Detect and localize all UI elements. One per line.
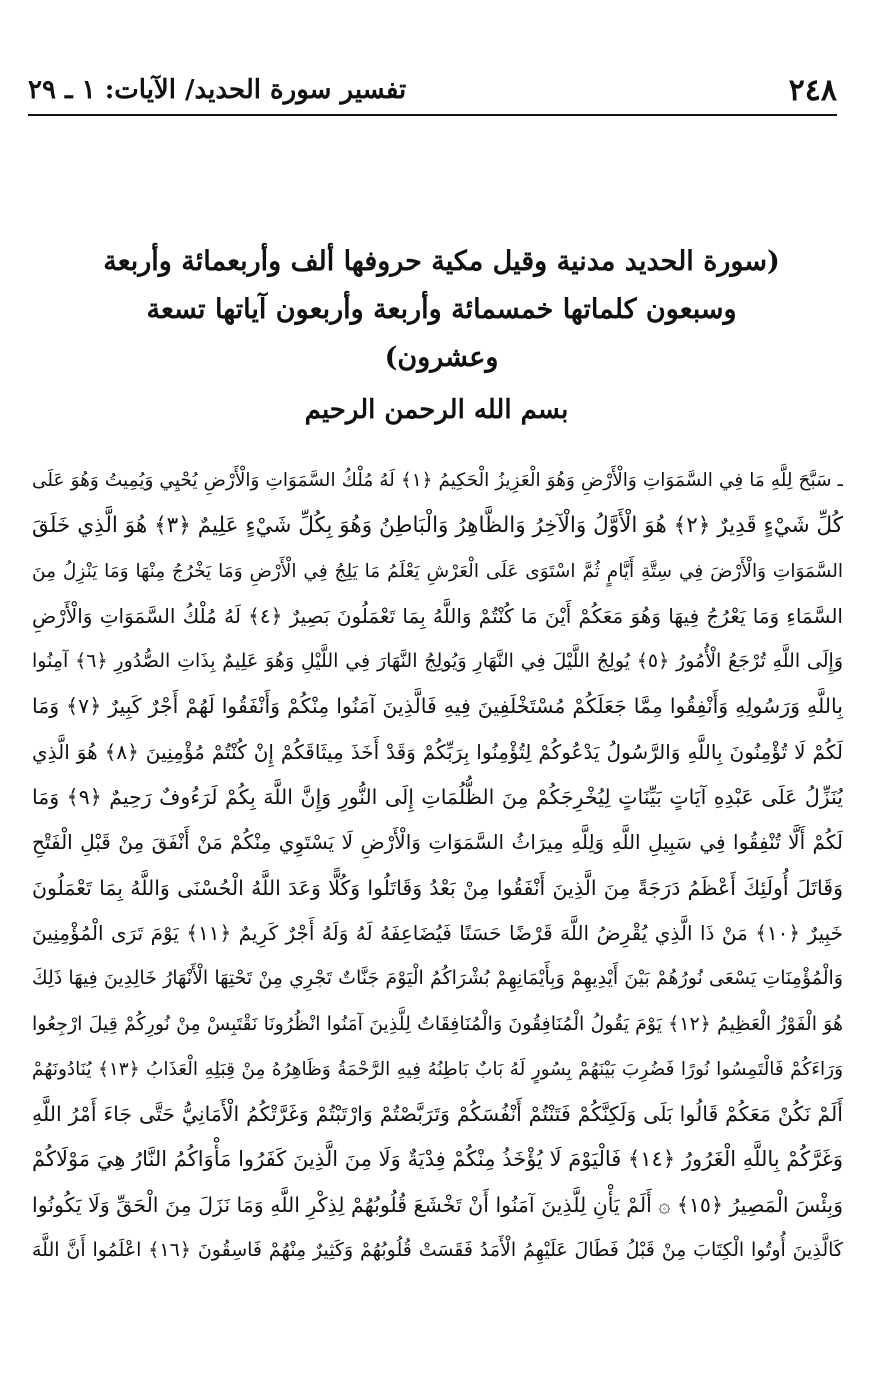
running-header <box>28 66 837 116</box>
basmala: بسم الله الرحمن الرحيم <box>304 395 569 425</box>
quran-verses <box>32 458 843 1273</box>
intro-line-2: وسبعون كلماتها خمسمائة وأربعة وأربعون آياتها تسعة وعشرون) <box>146 294 737 373</box>
verse-line-12: وَالْمُؤْمِنَاتِ يَسْعَى نُورُهُمْ بَيْنَ أَيْدِيهِمْ وَبِأَيْمَانِهِمْ بُشْرَاكُمُ الْيَوْمَ جَنَّاتٌ تَجْرِي مِنْ تَحْتِهَا الْأَنْهَارُ خَالِدِينَ فِيهَا ذَلِكَ <box>32 967 843 990</box>
verse-line-7: لَكُمْ لَا تُؤْمِنُونَ بِاللَّهِ وَالرَّسُولُ يَدْعُوكُمْ لِتُؤْمِنُوا بِرَبِّكُمْ وَقَدْ أَخَذَ مِيثَاقَكُمْ إِنْ كُنْتُمْ مُؤْمِنِينَ ﴿٨﴾ هُوَ الَّذِي <box>32 739 843 764</box>
page-number: ٢٤٨ <box>788 72 837 108</box>
verse-line-13: هُوَ الْفَوْزُ الْعَظِيمُ ﴿١٢﴾ يَوْمَ يَقُولُ الْمُنَافِقُونَ وَالْمُنَافِقَاتُ لِلَّذِينَ آمَنُوا انْظُرُونَا نَقْتَبِسْ مِنْ نُورِكُمْ قِيلَ ارْجِعُوا <box>32 1012 843 1035</box>
verse-line-10: وَقَاتَلَ أُولَئِكَ أَعْظَمُ دَرَجَةً مِنَ الَّذِينَ أَنْفَقُوا مِنْ بَعْدُ وَقَاتَلُوا وَكُلًّا وَعَدَ اللَّهُ الْحُسْنَى وَاللَّهُ بِمَا تَعْمَلُونَ <box>32 875 843 900</box>
intro-line-1: (سورة الحديد مدنية وقيل مكية حروفها ألف وأربعمائة وأربعة <box>103 246 780 277</box>
verse-line-14: وَرَاءَكُمْ فَالْتَمِسُوا نُورًا فَضُرِبَ بَيْنَهُمْ بِسُورٍ لَهُ بَابٌ بَاطِنُهُ فِيهِ الرَّحْمَةُ وَظَاهِرُهُ مِنْ قِبَلِهِ الْعَذَابُ ﴿١٣﴾ يُنَادُونَهُمْ <box>32 1058 843 1080</box>
verse-line-15: أَلَمْ نَكُنْ مَعَكُمْ قَالُوا بَلَى وَلَكِنَّكُمْ فَتَنْتُمْ أَنْفُسَكُمْ وَتَرَبَّصْتُمْ وَارْتَبْتُمْ وَغَرَّتْكُمُ الْأَمَانِيُّ حَتَّى جَاءَ أَمْرُ اللَّهِ <box>32 1102 843 1127</box>
verse-line-1: ـ سَبَّحَ لِلَّهِ مَا فِي السَّمَوَاتِ وَالْأَرْضِ وَهُوَ الْعَزِيزُ الْحَكِيمُ ﴿١﴾ لَهُ مُلْكُ السَّمَوَاتِ وَالْأَرْضِ يُحْيِي وَيُمِيتُ وَهُوَ عَلَى <box>32 470 843 491</box>
verse-line-6: بِاللَّهِ وَرَسُولِهِ وَأَنْفِقُوا مِمَّا جَعَلَكُمْ مُسْتَخْلَفِينَ فِيهِ فَالَّذِينَ آمَنُوا مِنْكُمْ وَأَنْفَقُوا لَهُمْ أَجْرٌ كَبِيرٌ ﴿٧﴾ وَمَا <box>32 694 843 719</box>
verse-line-4: السَّمَاءِ وَمَا يَعْرُجُ فِيهَا وَهُوَ مَعَكُمْ أَيْنَ مَا كُنْتُمْ وَاللَّهُ بِمَا تَعْمَلُونَ بَصِيرٌ ﴿٤﴾ لَهُ مُلْكُ السَّمَوَاتِ وَالْأَرْضِ <box>32 603 843 628</box>
verse-line-16: وَغَرَّكُمْ بِاللَّهِ الْغَرُورُ ﴿١٤﴾ فَالْيَوْمَ لَا يُؤْخَذُ مِنْكُمْ فِدْيَةٌ وَلَا مِنَ الَّذِينَ كَفَرُوا مَأْوَاكُمُ النَّارُ هِيَ مَوْلَاكُمْ <box>32 1147 843 1172</box>
verse-line-5: وَإِلَى اللَّهِ تُرْجَعُ الْأُمُورُ ﴿٥﴾ يُولِجُ اللَّيْلَ فِي النَّهَارِ وَيُولِجُ النَّهَارَ فِي اللَّيْلِ وَهُوَ عَلِيمٌ بِذَاتِ الصُّدُورِ ﴿٦﴾ آمِنُوا <box>32 650 843 673</box>
verse-line-3: السَّمَوَاتِ وَالْأَرْضَ فِي سِتَّةِ أَيَّامٍ ثُمَّ اسْتَوَى عَلَى الْعَرْشِ يَعْلَمُ مَا يَلِجُ فِي الْأَرْضِ وَمَا يَخْرُجُ مِنْهَا وَمَا يَنْزِلُ مِنَ <box>32 560 843 582</box>
surah-introduction <box>100 238 783 382</box>
verse-line-2: كُلِّ شَيْءٍ قَدِيرٌ ﴿٢﴾ هُوَ الْأَوَّلُ وَالْآخِرُ وَالظَّاهِرُ وَالْبَاطِنُ وَهُوَ بِكُلِّ شَيْءٍ عَلِيمٌ ﴿٣﴾ هُوَ الَّذِي خَلَقَ <box>32 513 843 539</box>
verse-line-8: يُنَزِّلُ عَلَى عَبْدِهِ آيَاتٍ بَيِّنَاتٍ لِيُخْرِجَكُمْ مِنَ الظُّلُمَاتِ إِلَى النُّورِ وَإِنَّ اللَّهَ بِكُمْ لَرَءُوفٌ رَحِيمٌ ﴿٩﴾ وَمَا <box>32 785 843 810</box>
verse-line-9: لَكُمْ أَلَّا تُنْفِقُوا فِي سَبِيلِ اللَّهِ وَلِلَّهِ مِيرَاثُ السَّمَوَاتِ وَالْأَرْضِ لَا يَسْتَوِي مِنْكُمْ مَنْ أَنْفَقَ مِنْ قَبْلِ الْفَتْحِ <box>32 830 843 855</box>
verse-line-11: خَبِيرٌ ﴿١٠﴾ مَنْ ذَا الَّذِي يُقْرِضُ اللَّهَ قَرْضًا حَسَنًا فَيُضَاعِفَهُ لَهُ وَلَهُ أَجْرٌ كَرِيمٌ ﴿١١﴾ يَوْمَ تَرَى الْمُؤْمِنِينَ <box>32 920 843 945</box>
verse-line-17: وَبِئْسَ الْمَصِيرُ ﴿١٥﴾ ۞ أَلَمْ يَأْنِ لِلَّذِينَ آمَنُوا أَنْ تَخْشَعَ قُلُوبُهُمْ لِذِكْرِ اللَّهِ وَمَا نَزَلَ مِنَ الْحَقِّ وَلَا يَكُونُوا <box>32 1192 843 1217</box>
verse-line-18: كَالَّذِينَ أُوتُوا الْكِتَابَ مِنْ قَبْلُ فَطَالَ عَلَيْهِمُ الْأَمَدُ فَقَسَتْ قُلُوبُهُمْ وَكَثِيرٌ مِنْهُمْ فَاسِقُونَ ﴿١٦﴾ اعْلَمُوا أَنَّ اللَّهَ <box>32 1239 843 1262</box>
running-title: تفسير سورة الحديد/ الآيات: ١ ـ ٢٩ <box>28 75 407 105</box>
